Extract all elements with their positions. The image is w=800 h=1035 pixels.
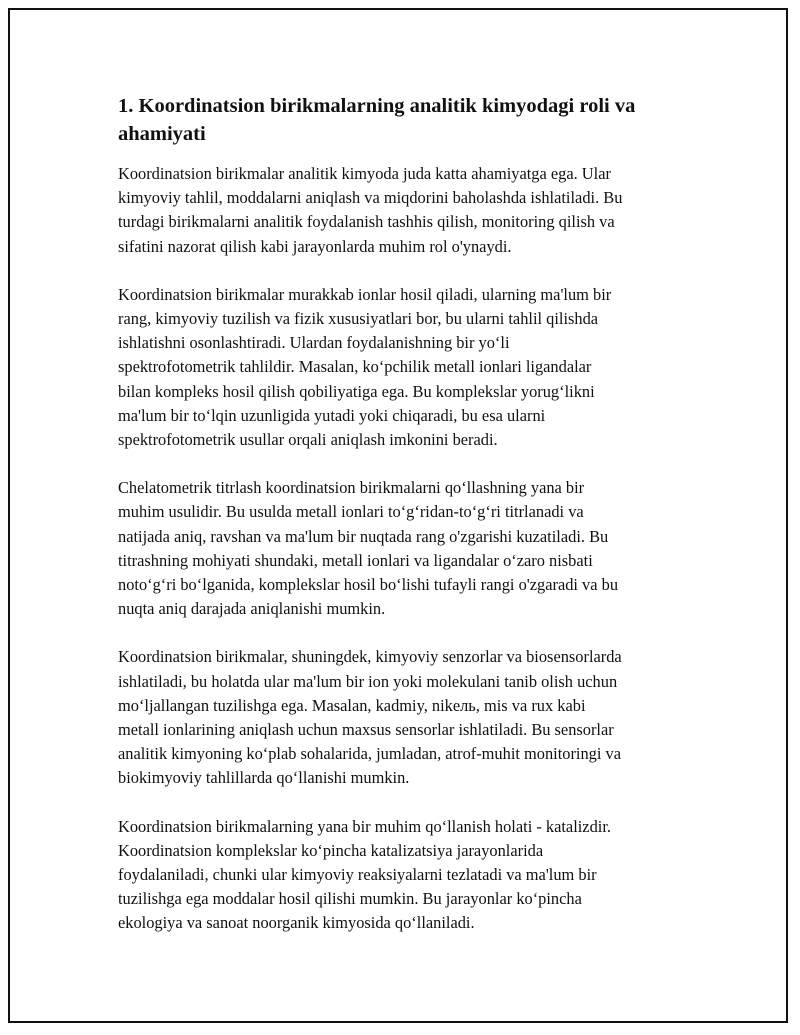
text-line: ekologiya va sanoat noorganik kimyosida qo‘llaniladi. [118,913,475,933]
text-line: muhim usulidir. Bu usulda metall ionlari to‘g‘ridan-to‘g‘ri titrlanadi va [118,502,584,522]
paragraph-4 [118,645,688,790]
heading-line: 1. Koordinatsion birikmalarning analitik kimyodagi roli va [118,95,636,117]
text-line: mo‘ljallangan tuzilishga ega. Masalan, kadmiy, nikель, mis va rux kabi [118,695,586,715]
section-heading [118,92,688,148]
text-line: Koordinatsion birikmalar, shuningdek, kimyoviy senzorlar va biosensorlarda [118,647,622,667]
text-line: foydalaniladi, chunki ular kimyoviy reaksiyalarni tezlatadi va ma'lum bir [118,865,597,885]
text-line: natijada aniq, ravshan va ma'lum bir nuqtada rang o'zgarishi kuzatiladi. Bu [118,526,609,546]
text-line: metall ionlarining aniqlash uchun maxsus sensorlar ishlatiladi. Bu sensorlar [118,720,614,740]
text-line: Koordinatsion birikmalar murakkab ionlar hosil qiladi, ularning ma'lum bir [118,284,612,304]
heading-line: ahamiyati [118,123,206,145]
text-line: kimyoviy tahlil, moddalarni aniqlash va miqdorini baholashda ishlatiladi. Bu [118,188,623,208]
text-line: Koordinatsion birikmalarning yana bir muhim qo‘llanish holati - katalizdir. [118,816,611,836]
text-line: Koordinatsion birikmalar analitik kimyoda juda katta ahamiyatga ega. Ular [118,164,611,183]
text-line: biokimyoviy tahlillarda qo‘llanishi mumkin. [118,768,410,788]
text-line: bilan kompleks hosil qilish qobiliyatiga ega. Bu komplekslar yorug‘likni [118,381,595,401]
text-line: ma'lum bir to‘lqin uzunligida yutadi yoki chiqaradi, bu esa ularni [118,405,546,425]
text-line: Koordinatsion komplekslar ko‘pincha katalizatsiya jarayonlarida [118,840,544,860]
text-line: turdagi birikmalarni analitik foydalanish tashhis qilish, monitoring qilish va [118,212,615,232]
text-line: nuqta aniq darajada aniqlanishi mumkin. [118,599,386,619]
text-line: spektrofotometrik tahlildir. Masalan, ko‘pchilik metall ionlari ligandalar [118,357,592,377]
paragraph-3 [118,476,688,621]
text-line: ishlatiladi, bu holatda ular ma'lum bir ion yoki molekulani tanib olish uchun [118,671,618,691]
text-line: rang, kimyoviy tuzilish va fizik xususiyatlari bor, bu ularni tahlil qilishda [118,309,599,329]
text-line: tuzilishga ega moddalar hosil qilishi mumkin. Bu jarayonlar ko‘pincha [118,889,582,909]
text-line: sifatini nazorat qilish kabi jarayonlarda muhim rol o'ynaydi. [118,236,512,256]
paragraph-2 [118,283,688,452]
text-line: titrashning mohiyati shundaki, metall ionlari va ligandalar o‘zaro nisbati [118,550,593,570]
text-line: ishlatishni osonlashtiradi. Ulardan foydalanishning bir yo‘li [118,333,510,353]
text-line: spektrofotometrik usullar orqali aniqlash imkonini beradi. [118,430,498,450]
paragraph-1 [118,162,688,259]
text-line: noto‘g‘ri bo‘lganida, komplekslar hosil bo‘lishi tufayli rangi o'zgaradi va bu [118,575,619,595]
text-line: analitik kimyoning ko‘plab sohalarida, jumladan, atrof-muhit monitoringi va [118,744,621,764]
paragraph-5 [118,815,688,936]
document-body [118,92,688,960]
text-line: Chelatometrik titrlash koordinatsion birikmalarni qo‘llashning yana bir [118,478,585,498]
